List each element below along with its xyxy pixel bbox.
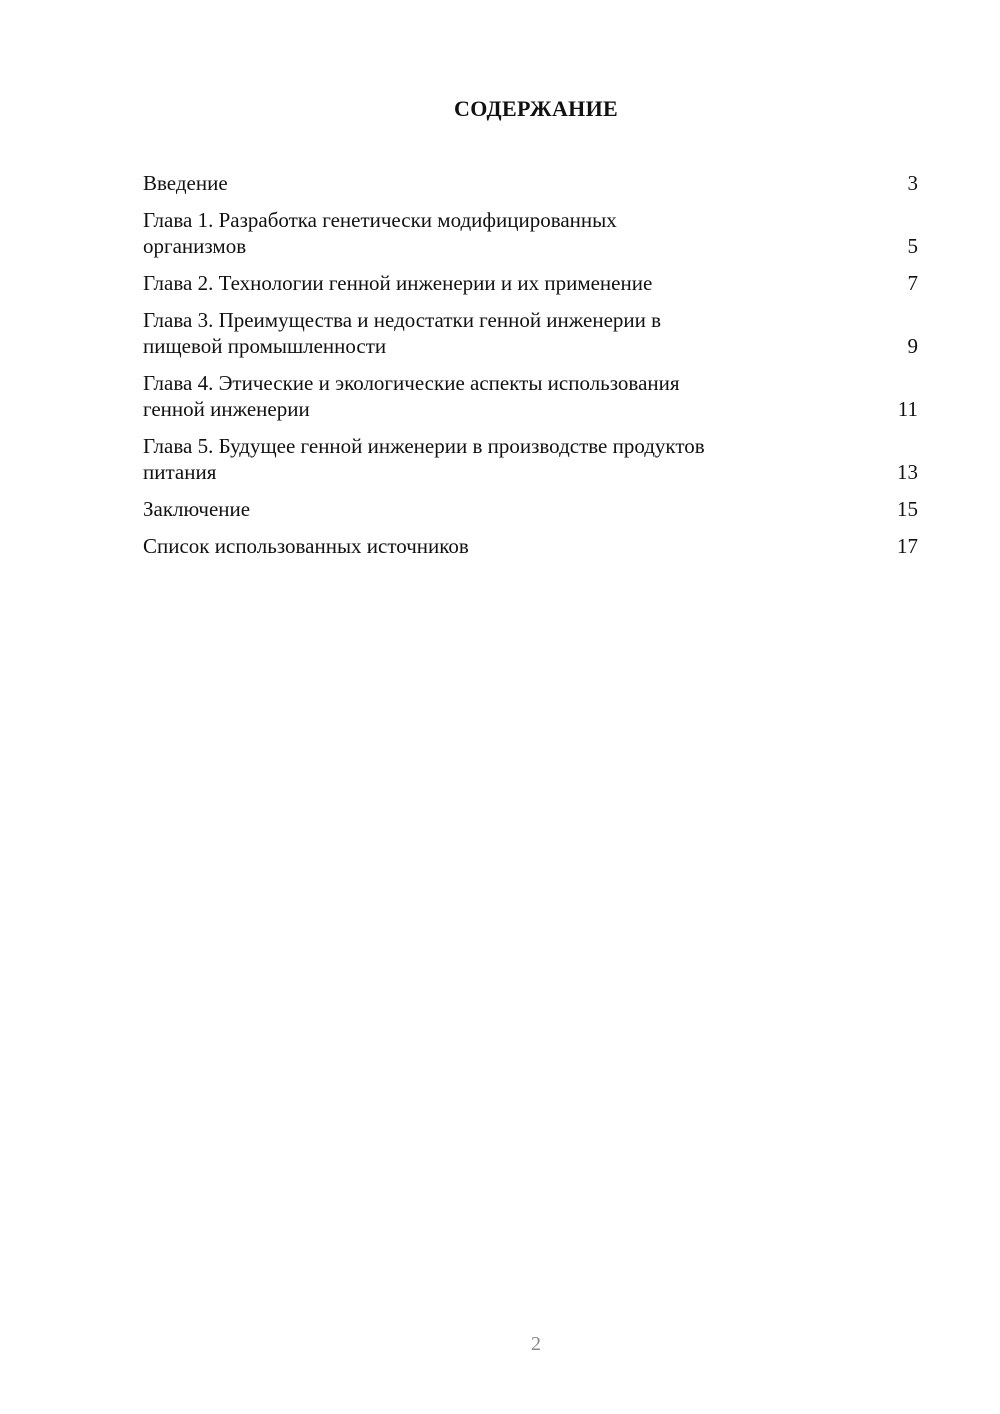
toc-entry-title: Глава 3. Преимущества и недостатки генной инженерии в пищевой промышленности — [143, 308, 662, 358]
toc-entry-page: 13 — [897, 460, 918, 484]
toc-entry-title: Заключение — [143, 497, 251, 521]
toc-entry-title: Глава 5. Будущее генной инженерии в производстве продуктов питания — [143, 434, 705, 484]
toc-entry-page: 5 — [907, 234, 918, 258]
toc-entry-chapter-3 — [143, 307, 918, 359]
toc-entry-introduction — [143, 170, 918, 196]
toc-entry-title: Введение — [143, 171, 228, 195]
toc-entry-title: Глава 4. Этические и экологические аспекты использования генной инженерии — [143, 371, 680, 421]
toc-entry-page: 3 — [907, 171, 918, 195]
toc-entry-page: 17 — [897, 534, 918, 558]
toc-entry-chapter-4 — [143, 370, 918, 422]
table-of-contents — [143, 170, 918, 570]
toc-entry-title: Список использованных источников — [143, 534, 469, 558]
toc-entry-chapter-1 — [143, 207, 918, 259]
toc-entry-title: Глава 1. Разработка генетически модифицированных организмов — [143, 208, 617, 258]
page-number: 2 — [531, 1333, 541, 1355]
toc-entry-page: 9 — [907, 334, 918, 358]
toc-entry-page: 11 — [897, 397, 918, 421]
toc-entry-title: Глава 2. Технологии генной инженерии и их применение — [143, 271, 653, 295]
toc-entry-chapter-2 — [143, 270, 918, 296]
toc-entry-references — [143, 533, 918, 559]
toc-entry-conclusion — [143, 496, 918, 522]
toc-entry-page: 7 — [907, 271, 918, 295]
toc-entry-chapter-5 — [143, 433, 918, 485]
page-title: СОДЕРЖАНИЕ — [454, 96, 618, 121]
toc-entry-page: 15 — [897, 497, 918, 521]
